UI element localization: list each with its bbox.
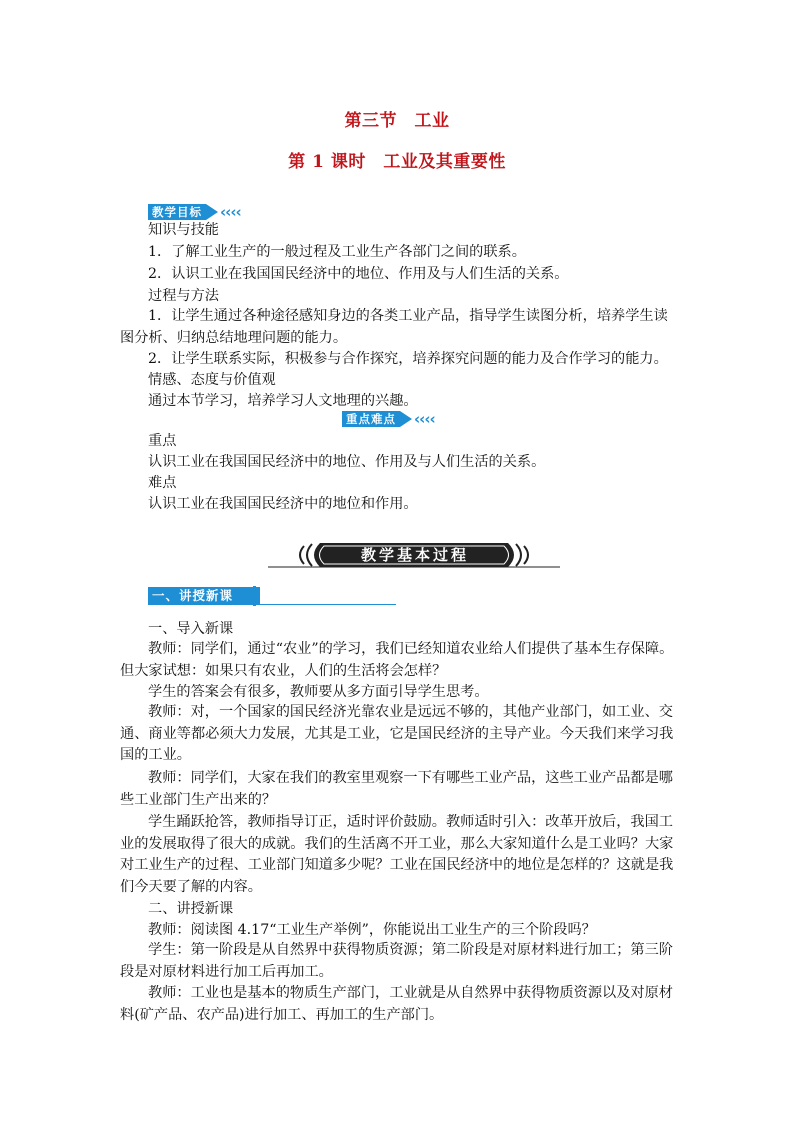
paragraph-3: 教师：对，一个国家的国民经济光靠农业是远远不够的，其他产业部门，如工业、交通、商业等都必须大力发展，尤其是工业，它是国民经济的主导产业。今天我们来学习我国的工业。 (120, 704, 674, 763)
paragraph-7: 学生：第一阶段是从自然界中获得物质资源；第二阶段是对原材料进行加工；第三阶段是对原材料进行加工后再加工。 (120, 942, 673, 980)
lecture-bar: 一、讲授新课 (148, 587, 260, 605)
knowledge-heading: 知识与技能 (148, 222, 219, 238)
key-points-tag-label: 重点难点 (342, 411, 400, 427)
objectives-tag (148, 203, 241, 221)
intro-heading: 一、导入新课 (148, 621, 234, 637)
objectives-tag-label: 教学目标 (148, 204, 206, 220)
process-item-2: 2．让学生联系实际，积极参与合作探究，培养探究问题的能力及合作学习的能力。 (148, 351, 668, 367)
paragraph-6: 教师：阅读图 4.17“工业生产举例”，你能说出工业生产的三个阶段吗？ (148, 922, 596, 938)
chevron-left-icon: ‹‹‹‹ (220, 203, 241, 221)
process-item-1: 1．让学生通过各种途径感知身边的各类工业产品，指导学生读图分析，培养学生读图分析、归纳总结地理问题的能力。 (120, 308, 668, 346)
emotion-item-1: 通过本节学习，培养学习人文地理的兴趣。 (148, 393, 418, 409)
paragraph-1: 教师：同学们，通过“农业”的学习，我们已经知道农业给人们提供了基本生存保障。但大家试想：如果只有农业，人们的生活将会怎样？ (120, 641, 674, 679)
difficult-heading: 难点 (148, 475, 177, 491)
paragraph-4: 教师：同学们，大家在我们的教室里观察一下有哪些工业产品，这些工业产品都是哪些工业部门生产出来的？ (120, 770, 673, 808)
knowledge-item-2: 2．认识工业在我国国民经济中的地位、作用及与人们生活的关系。 (148, 266, 569, 282)
paragraph-2: 学生的答案会有很多，教师要从多方面引导学生思考。 (148, 684, 489, 700)
difficult-text: 认识工业在我国国民经济中的地位和作用。 (148, 496, 418, 512)
key-text: 认识工业在我国国民经济中的地位、作用及与人们生活的关系。 (148, 454, 546, 470)
key-points-tag (342, 410, 435, 428)
chevron-left-icon: ‹‹‹‹ (414, 410, 435, 428)
process-heading: 过程与方法 (148, 288, 219, 304)
process-banner (268, 540, 560, 570)
lecture-bar-mark (253, 586, 256, 606)
emotion-heading: 情感、态度与价值观 (148, 372, 276, 388)
paragraph-8: 教师：工业也是基本的物质生产部门，工业就是从自然界中获得物质资源以及对原材料(矿产品、农产品)进行加工、再加工的生产部门。 (120, 985, 673, 1023)
banner-title: 教学基本过程 (360, 546, 469, 564)
paragraph-5: 学生踊跃抢答，教师指导订正，适时评价鼓励。教师适时引入：改革开放后，我国工业的发展取得了很大的成就。我们的生活离不开工业，那么大家知道什么是工业吗？大家对工业生产的过程、工业部门知道多少呢？工业在国民经济中的地位是怎样的？这就是我们今天要了解的内容。 (120, 814, 674, 895)
section-title: 第三节 工业 (344, 111, 450, 131)
new-lesson-heading: 二、讲授新课 (148, 901, 234, 917)
lecture-underline (148, 604, 396, 605)
key-heading: 重点 (148, 433, 177, 449)
lesson-title: 第 1 课时 工业及其重要性 (288, 152, 506, 172)
knowledge-item-1: 1．了解工业生产的一般过程及工业生产各部门之间的联系。 (148, 244, 526, 260)
